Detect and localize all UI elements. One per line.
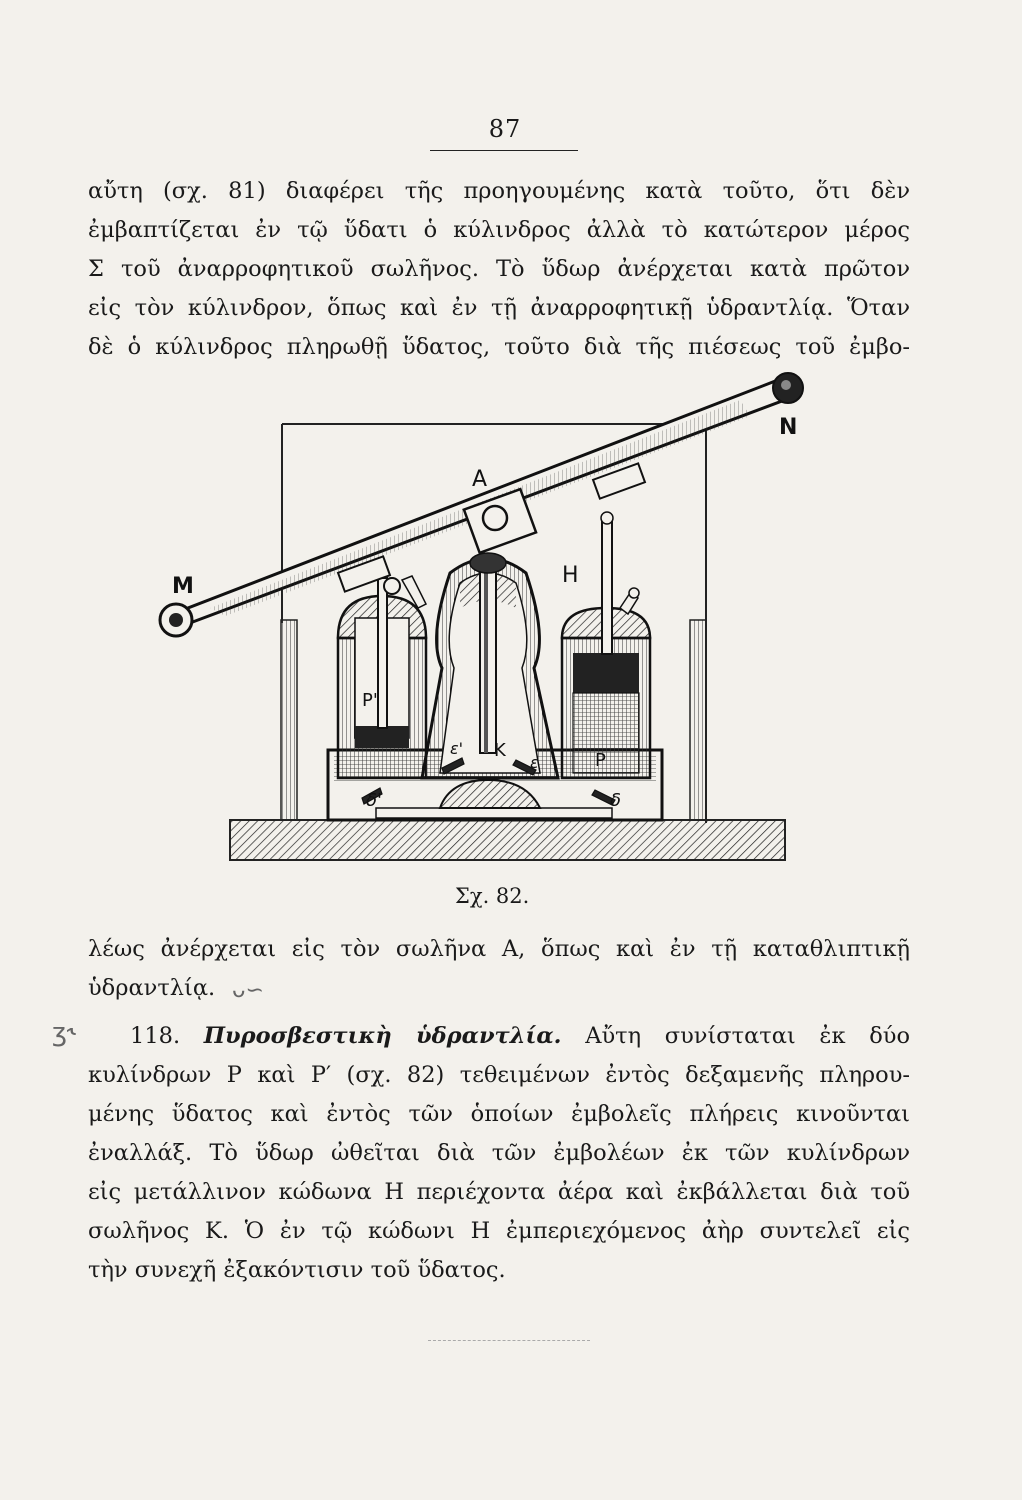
label-p: P — [595, 750, 606, 771]
label-delta-prime: δ' — [366, 790, 382, 811]
text-line: αὔτη (σχ. 81) διαφέρει τῆς προηγουμένης κατὰ τοῦτο, ὅτι δὲν — [88, 178, 910, 204]
section-118 — [88, 1017, 910, 1290]
section-title: Πυροσβεστικὴ ὑδραντλία. — [203, 1023, 562, 1049]
text-line: δὲ ὁ κύλινδρος πληρωθῇ ὕδατος, τοῦτο διὰ τῆς πιέσεως τοῦ ἐμβο- — [88, 334, 910, 360]
label-n: N — [779, 415, 798, 440]
bottom-rule — [428, 1340, 590, 1342]
header-rule — [430, 150, 578, 151]
label-k: K — [494, 740, 506, 761]
right-post — [690, 620, 706, 820]
cylinder-p — [562, 512, 650, 778]
cylinder-p-prime — [338, 576, 426, 778]
text-line: σωλῆνος Κ. Ὁ ἐν τῷ κώδωνι Η ἐμπεριεχόμενος ἀὴρ συντελεῖ εἰς — [88, 1218, 910, 1244]
pencil-mark-icon: ᴗ∽ — [232, 978, 264, 1003]
text-line: ἐναλλάξ. Τὸ ὕδωρ ὠθεῖται διὰ τῶν ἐμβολέων ἐκ τῶν κυλίνδρων — [88, 1140, 910, 1166]
label-a: A — [472, 467, 488, 492]
text-line: τὴν συνεχῆ ἐξακόντισιν τοῦ ὕδατος. — [88, 1257, 506, 1283]
text-line: εἰς τὸν κύλινδρον, ὅπως καὶ ἐν τῇ ἀναρροφητικῇ ὑδραντλίᾳ. Ὅταν — [88, 295, 910, 321]
section-heading-line — [88, 1017, 910, 1056]
pencil-mark-icon: ʒ˞ — [52, 1018, 76, 1048]
figure-caption: Σχ. 82. — [455, 884, 530, 908]
fire-pump-illustration — [150, 368, 820, 868]
text-line: ἐμβαπτίζεται ἐν τῷ ὕδατι ὁ κύλινδρος ἀλλὰ τὸ κατώτερον μέρος — [88, 217, 910, 243]
air-vessel-h — [422, 553, 558, 778]
text-line: κυλίνδρων Ρ καὶ Ρ′ (σχ. 82) τεθειμένων ἐντὸς δεξαμενῆς πληρου- — [88, 1062, 910, 1088]
text-line: ὑδραντλίᾳ. — [88, 975, 216, 1001]
label-m: M — [172, 574, 194, 599]
label-h: H — [562, 563, 579, 588]
label-epsilon-prime: ε' — [450, 739, 464, 758]
section-number: 118. — [130, 1023, 181, 1049]
page-number: 87 — [488, 115, 522, 143]
text-line: λέως ἀνέρχεται εἰς τὸν σωλῆνα Α, ὅπως καὶ ἐν τῇ καταθλιπτικῇ — [88, 936, 910, 962]
text-line: εἰς μετάλλινον κώδωνα Η περιέχοντα ἀέρα καὶ ἐκβάλλεται διὰ τοῦ — [88, 1179, 910, 1205]
label-p-prime: P' — [362, 690, 378, 711]
base — [230, 820, 785, 860]
paragraph-after-figure — [88, 930, 910, 1008]
label-delta: δ — [610, 790, 622, 811]
text-line: Αὔτη συνίσταται ἐκ δύο — [585, 1023, 911, 1049]
paragraph-top — [88, 172, 910, 367]
left-post — [281, 620, 297, 820]
label-epsilon: ε — [530, 753, 539, 772]
text-line: μένης ὕδατος καὶ ἐντὸς τῶν ὁποίων ἐμβολεῖς πλήρεις κινοῦνται — [88, 1101, 910, 1127]
text-line: Σ τοῦ ἀναρροφητικοῦ σωλῆνος. Τὸ ὕδωρ ἀνέρχεται κατὰ πρῶτον — [88, 256, 910, 282]
